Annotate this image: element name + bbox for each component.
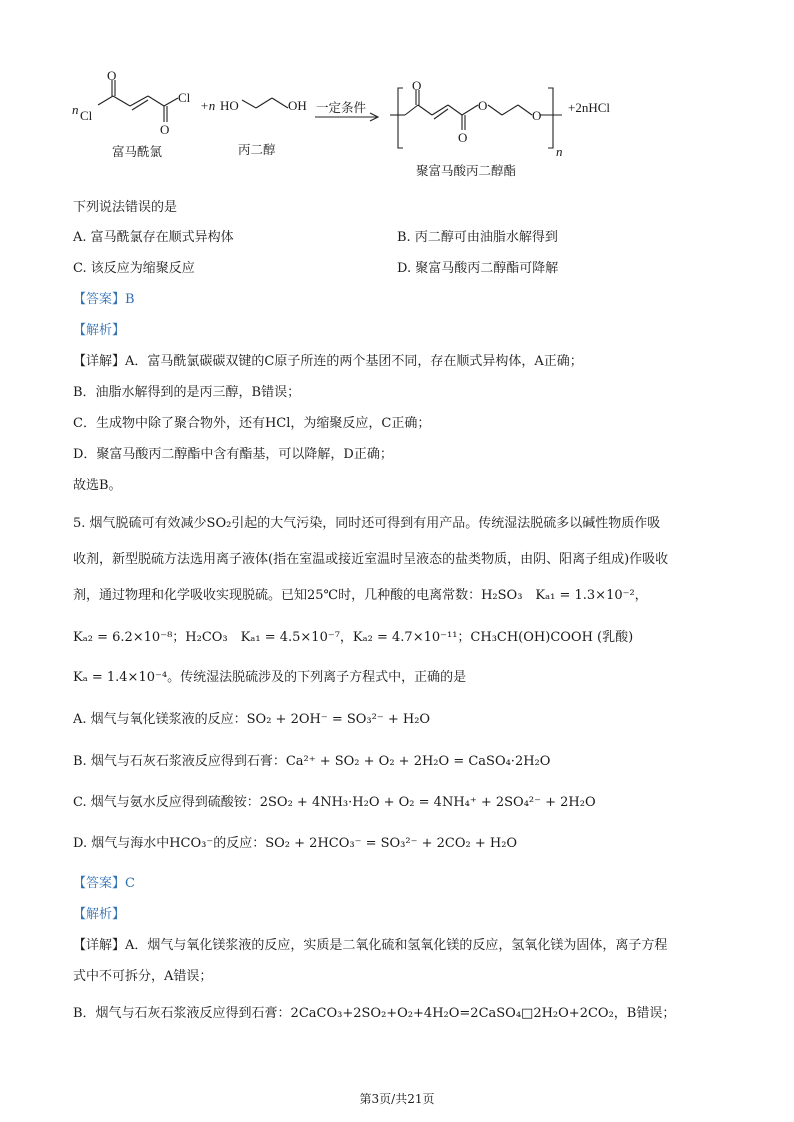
q5-option-b: B. 烟气与石灰石浆液反应得到石膏：Ca²⁺ + SO₂ + O₂ + 2H₂O = CaSO₄·2H₂O [73, 754, 551, 769]
q4-option-b: B. 丙二醇可由油脂水解得到 [397, 230, 558, 245]
q4-detail-1: 【详解】A．富马酰氯碳碳双键的C原子所连的两个基团不同，存在顺式异构体，A正确； [73, 354, 583, 369]
q4-conclusion: 故选B。 [73, 478, 122, 493]
q4-option-c: C. 该反应为缩聚反应 [73, 261, 195, 276]
q5-detail-3: B．烟气与石灰石浆液反应得到石膏：2CaCO₃+2SO₂+O₂+4H₂O=2CaSO₄□2H₂O+2CO₂，B错误； [73, 1006, 676, 1021]
reaction-scheme [60, 60, 740, 180]
degree-n: n [556, 144, 563, 159]
q5-stem-line-3: 剂，通过物理和化学吸收实现脱硫。已知25℃时，几种酸的电离常数：H₂SO₃ Kₐ₁ = 1.3×10⁻²， [73, 588, 648, 603]
reaction-condition: 一定条件 [316, 100, 367, 115]
polymer-atom-o-4: O [532, 108, 542, 123]
polymer-atom-o-1: O [412, 78, 422, 93]
plus-n: +n [200, 98, 216, 113]
atom-cl-2: Cl [178, 90, 191, 105]
q5-detail-1: 【详解】A．烟气与氧化镁浆液的反应，实质是二氧化硫和氢氧化镁的反应，氢氧化镁为固体，离子方程 [73, 938, 668, 953]
coefficient-n: n [72, 102, 79, 117]
q4-detail-4: D．聚富马酸丙二醇酯中含有酯基，可以降解，D正确； [73, 447, 393, 462]
q4-option-d: D. 聚富马酸丙二醇酯可降解 [397, 261, 559, 276]
byproduct: +2nHCl [568, 100, 611, 115]
q4-answer: 【答案】B [73, 292, 135, 307]
q4-option-a: A. 富马酰氯存在顺式异构体 [73, 230, 234, 245]
q5-analysis-tag: 【解析】 [73, 907, 126, 922]
q4-stem: 下列说法错误的是 [73, 200, 178, 215]
q5-stem-line-5: Kₐ = 1.4×10⁻⁴。传统湿法脱硫涉及的下列离子方程式中，正确的是 [73, 670, 467, 685]
q5-option-d: D. 烟气与海水中HCO₃⁻的反应：SO₂ + 2HCO₃⁻ = SO₃²⁻ + 2CO₂ + H₂O [73, 836, 518, 851]
q5-option-a: A. 烟气与氧化镁浆液的反应：SO₂ + 2OH⁻ = SO₃²⁻ + H₂O [73, 712, 431, 727]
q5-option-c: C. 烟气与氨水反应得到硫酸铵：2SO₂ + 4NH₃·H₂O + O₂ = 4NH₄⁺ + 2SO₄²⁻ + 2H₂O [73, 795, 596, 810]
atom-o-1: O [107, 68, 117, 83]
polymer-atom-o-3: O [478, 98, 488, 113]
reactant1-name: 富马酰氯 [112, 144, 163, 159]
reaction-scheme-drawing [60, 60, 740, 180]
product-name: 聚富马酸丙二醇酯 [416, 163, 517, 178]
page-number: 第3页/共21页 [359, 1092, 435, 1106]
q5-stem-line-2: 收剂，新型脱硫方法选用离子液体(指在室温或接近室温时呈液态的盐类物质，由阴、阳离子组成)作吸收 [73, 552, 669, 567]
q5-stem-line-4: Kₐ₂ = 6.2×10⁻⁸；H₂CO₃ Kₐ₁ = 4.5×10⁻⁷，Kₐ₂ = 4.7×10⁻¹¹；CH₃CH(OH)COOH (乳酸) [73, 630, 634, 645]
q4-analysis-tag: 【解析】 [73, 323, 126, 338]
q4-detail-3: C．生成物中除了聚合物外，还有HCl，为缩聚反应，C正确； [73, 416, 431, 431]
polymer-atom-o-2: O [458, 130, 468, 145]
reactant2-name: 丙二醇 [238, 142, 276, 157]
atom-ho: HO [220, 98, 239, 113]
q5-stem-line-1: 5. 烟气脱硫可有效减少SO₂引起的大气污染，同时还可得到有用产品。传统湿法脱硫多以碱性物质作吸 [73, 516, 661, 531]
q4-detail-2: B．油脂水解得到的是丙三醇，B错误； [73, 385, 301, 400]
atom-cl-1: Cl [80, 108, 93, 123]
q5-detail-2: 式中不可拆分，A错误； [73, 969, 213, 984]
q5-answer: 【答案】C [73, 876, 135, 891]
atom-o-2: O [160, 122, 170, 137]
atom-oh: OH [288, 98, 307, 113]
